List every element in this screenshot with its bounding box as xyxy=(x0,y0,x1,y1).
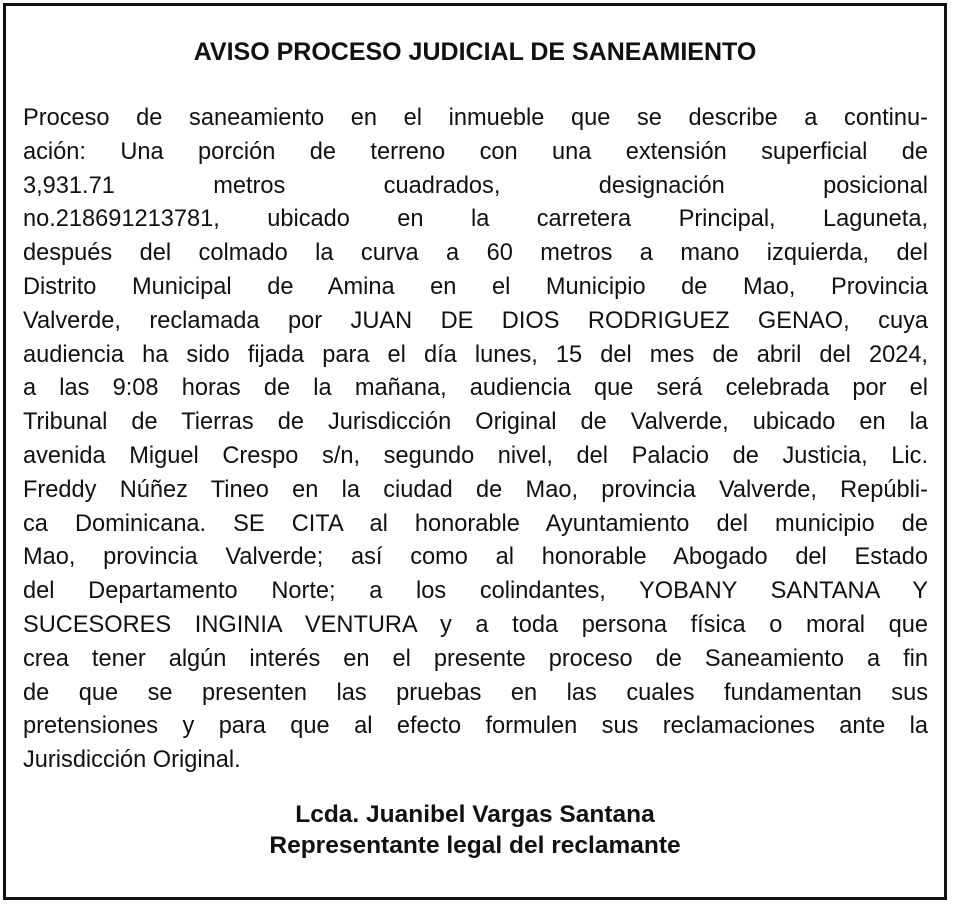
notice-title: AVISO PROCESO JUDICIAL DE SANEAMIENTO xyxy=(193,38,757,66)
body-line: Jurisdicción Original. xyxy=(23,747,241,774)
signature-block xyxy=(6,799,944,861)
body-line: ca Dominicana. SE CITA al honorable Ayuntamiento del municipio de xyxy=(23,510,928,537)
body-line: a las 9:08 horas de la mañana, audiencia que será celebrada por el xyxy=(23,375,928,402)
body-line: 3,931.71 metros cuadrados, designación posicional xyxy=(23,172,928,199)
body-line: Mao, provincia Valverde; así como al honorable Abogado del Estado xyxy=(23,544,928,571)
body-line: ación: Una porción de terreno con una extensión superficial de xyxy=(23,138,928,165)
signer-name: Lcda. Juanibel Vargas Santana xyxy=(295,801,655,828)
body-line: Proceso de saneamiento en el inmueble que se describe a continu- xyxy=(23,105,928,131)
body-line: avenida Miguel Crespo s/n, segundo nivel, del Palacio de Justicia, Lic. xyxy=(23,442,928,469)
body-line: Distrito Municipal de Amina en el Municipio de Mao, Provincia xyxy=(23,273,928,300)
body-line: Freddy Núñez Tineo en la ciudad de Mao, provincia Valverde, Repúbli- xyxy=(23,476,928,503)
body-line: Valverde, reclamada por JUAN DE DIOS RODRIGUEZ GENAO, cuya xyxy=(23,307,928,334)
body-line: del Departamento Norte; a los colindantes, YOBANY SANTANA Y xyxy=(23,578,928,605)
body-line: pretensiones y para que al efecto formulen sus reclamaciones ante la xyxy=(23,713,928,740)
body-line: no.218691213781, ubicado en la carretera Principal, Laguneta, xyxy=(23,206,928,233)
body-line: Tribunal de Tierras de Jurisdicción Original de Valverde, ubicado en la xyxy=(23,409,928,436)
body-line: audiencia ha sido fijada para el día lunes, 15 del mes de abril del 2024, xyxy=(23,341,928,368)
body-line: crea tener algún interés en el presente proceso de Saneamiento a fin xyxy=(23,645,928,672)
body-line: después del colmado la curva a 60 metros a mano izquierda, del xyxy=(23,240,928,267)
notice-body xyxy=(23,102,928,778)
notice-frame xyxy=(3,3,947,900)
body-line: SUCESORES INGINIA VENTURA y a toda persona física o moral que xyxy=(23,611,928,638)
signer-role: Representante legal del reclamante xyxy=(269,832,681,859)
body-line: de que se presenten las pruebas en las cuales fundamentan sus xyxy=(23,679,928,706)
